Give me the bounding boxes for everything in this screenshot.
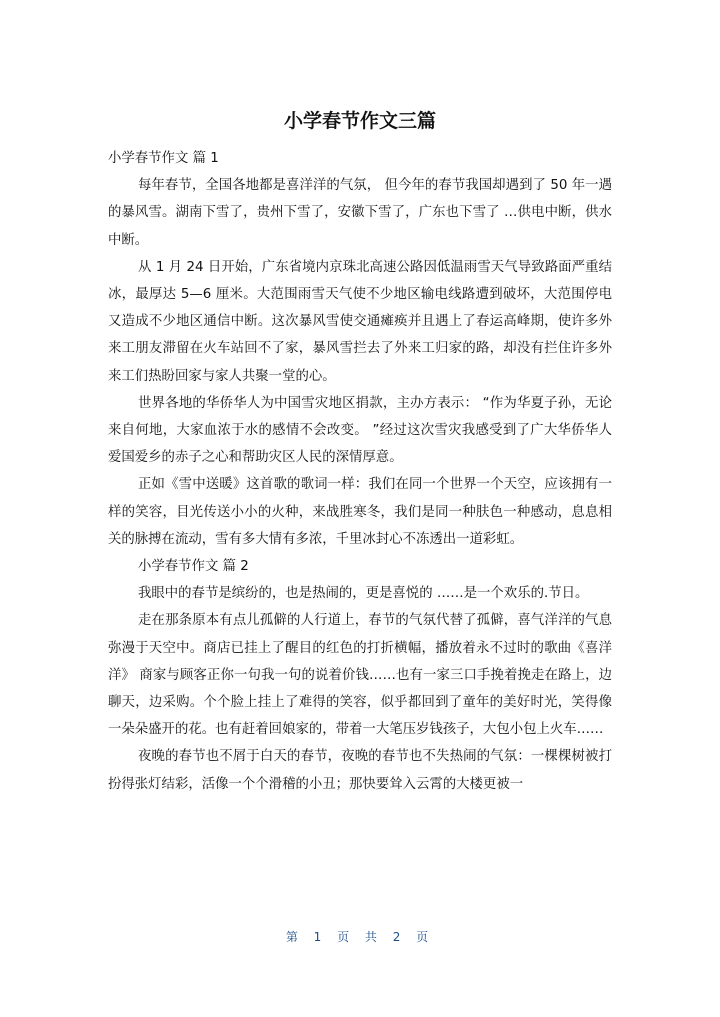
page-footer: 第 1 页 共 2 页 [285,930,435,944]
paragraph-2-3: 夜晚的春节也不屑于白天的春节，夜晚的春节也不失热闹的气氛：一棵棵树被打扮得张灯结彩，活像一个个滑稽的小丑；那快要耸入云霄的大楼更被一 [108,749,612,792]
paragraph-1-2: 从 1 月 24 日开始，广东省境内京珠北高速公路因低温雨雪天气导致路面严重结冰，最厚达 5—6 厘米。大范围雨雪天气使不少地区输电线路遭到破坏，大范围停电又造成不少地区通信中断。这次暴风雪使交通瘫痪并且遇上了春运高峰期，使许多外来工朋友滞留在火车站回不了家，暴风雪拦去了外来工归家的路，却没有拦住许多外来工们热盼回家与家人共聚一堂的心。 [108,259,612,384]
paragraph-2-1: 我眼中的春节是缤纷的，也是热闹的，更是喜悦的 ……是一个欢乐的.节日。 [138,586,589,602]
paragraph-1-1: 每年春节，全国各地都是喜洋洋的气氛， 但今年的春节我国却遇到了 50 年一遇的暴风雪。湖南下雪了，贵州下雪了，安徽下雪了，广东也下雪了 …供电中断，供水中断。 [108,178,612,248]
document-title: 小学春节作文三篇 [283,110,436,132]
document-body [108,145,612,798]
section-heading-1: 小学春节作文 篇 1 [108,151,219,166]
section-heading-2: 小学春节作文 篇 2 [138,559,249,575]
paragraph-1-4: 正如《雪中送暖》这首歌的歌词一样：我们在同一个世界一个天空，应该拥有一样的笑容，目光传送小小的火种，来战胜寒冬，我们是同一种肤色一种感动，息息相关的脉搏在流动，雪有多大情有多浓，千里冰封心不冻透出一道彩虹。 [108,477,612,547]
paragraph-1-3: 世界各地的华侨华人为中国雪灾地区捐款，主办方表示： “作为华夏子孙，无论来自何地，大家血浓于水的感情不会改变。 ”经过这次雪灾我感受到了广大华侨华人爱国爱乡的赤子之心和帮助灾区人民的深情厚意。 [108,395,612,466]
paragraph-2-2: 走在那条原本有点儿孤僻的人行道上，春节的气氛代替了孤僻，喜气洋洋的气息弥漫于天空中。商店已挂上了醒目的红色的打折横幅，播放着永不过时的歌曲《喜洋洋》 商家与顾客正你一句我一句的说着价钱……也有一家三口手挽着挽走在路上，边聊天，边采购。个个脸上挂上了难得的笑容，似乎都回到了童年的美好时光，笑得像一朵朵盛开的花。也有赶着回娘家的，带着一大笔压岁钱孩子，大包小包上火车…… [108,613,612,738]
